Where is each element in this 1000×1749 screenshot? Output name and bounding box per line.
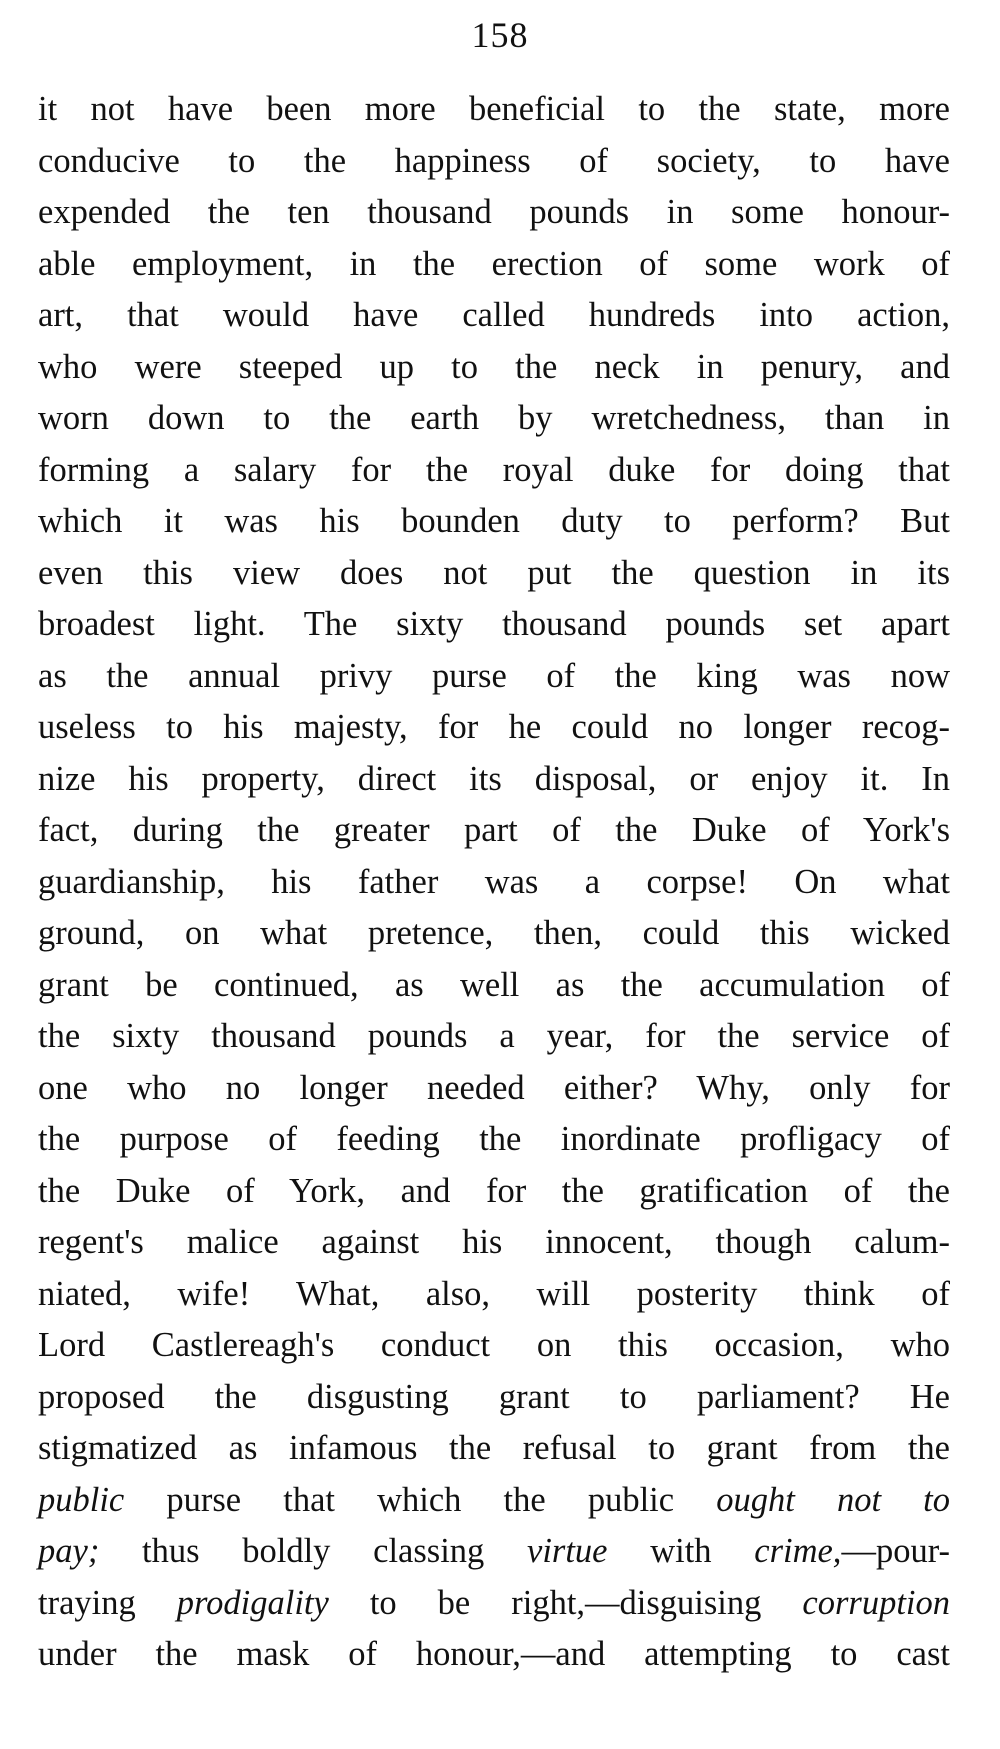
text-line [38, 1320, 950, 1372]
text-run: art, that would have called hundreds into action, [38, 296, 950, 334]
text-run: the Duke of York, and for the gratification of the [38, 1171, 950, 1210]
text-line [38, 599, 950, 651]
text-run: ground, on what pretence, then, could this wicked [38, 914, 950, 952]
text-line [38, 908, 950, 960]
text-line [38, 1372, 950, 1424]
text-line [38, 445, 950, 497]
text-line [38, 239, 950, 291]
text-run: useless to his majesty, for he could no longer recog- [38, 708, 950, 746]
text-run: the sixty thousand pounds a year, for the service of [38, 1017, 950, 1055]
text-run: the purpose of feeding the inordinate profligacy of [38, 1120, 950, 1158]
text-line [38, 960, 950, 1012]
text-line [38, 342, 950, 394]
text-run: thus boldly classing [99, 1532, 527, 1570]
text-line [38, 651, 950, 703]
text-run: niated, wife! What, also, will posterity think of [38, 1274, 950, 1313]
text-line [38, 496, 950, 548]
text-run: nize his property, direct its disposal, or enjoy it. In [38, 759, 950, 798]
text-line [38, 1063, 950, 1115]
text-run: under the mask of honour,—and attempting to cast [38, 1635, 950, 1673]
text-run: which it was his bounden duty to perform? But [38, 502, 950, 540]
text-run: even this view does not put the question in its [38, 553, 950, 592]
text-line [38, 136, 950, 188]
text-line [38, 548, 950, 600]
text-run: regent's malice against his innocent, though calum- [38, 1223, 950, 1261]
text-line [38, 805, 950, 857]
text-line [38, 1166, 950, 1218]
italic-text: public [38, 1480, 125, 1519]
italic-text: virtue [527, 1532, 608, 1570]
text-run: with [607, 1532, 755, 1570]
text-run: able employment, in the erection of some work of [38, 244, 950, 283]
text-run: fact, during the greater part of the Duke of York's [38, 811, 950, 849]
text-run: who were steeped up to the neck in penury, and [38, 347, 950, 386]
text-line [38, 1423, 950, 1475]
text-line [38, 1011, 950, 1063]
text-line [38, 857, 950, 909]
text-run: expended the ten thousand pounds in some honour- [38, 193, 950, 231]
text-run: to be right,—disguising [328, 1583, 803, 1622]
italic-text: corruption [802, 1583, 950, 1622]
text-line [38, 1269, 950, 1321]
text-line [38, 290, 950, 342]
text-run: forming a salary for the royal duke for doing that [38, 450, 950, 489]
body-text [38, 84, 950, 1681]
text-run: proposed the disgusting grant to parliament? He [38, 1377, 950, 1416]
text-run: stigmatized as infamous the refusal to grant from the [38, 1429, 950, 1467]
page-number: 158 [471, 15, 529, 55]
text-line [38, 1114, 950, 1166]
italic-text: crime, [754, 1532, 842, 1570]
text-line [38, 84, 950, 136]
text-line [38, 702, 950, 754]
text-line [38, 754, 950, 806]
text-run: as the annual privy purse of the king was now [38, 656, 950, 695]
text-run: conducive to the happiness of society, to have [38, 141, 950, 180]
text-line [38, 1629, 950, 1681]
text-run: grant be continued, as well as the accumulation of [38, 965, 950, 1004]
text-run: broadest light. The sixty thousand pounds set apart [38, 605, 950, 643]
text-line [38, 1578, 950, 1630]
text-run: —pour- [841, 1532, 950, 1570]
text-run: worn down to the earth by wretchedness, than in [38, 399, 950, 437]
text-run: one who no longer needed either? Why, only for [38, 1068, 950, 1107]
italic-text: pay; [38, 1532, 100, 1570]
text-line [38, 393, 950, 445]
text-run: Lord Castlereagh's conduct on this occasion, who [38, 1326, 950, 1364]
text-line [38, 187, 950, 239]
text-run: traying [38, 1583, 177, 1622]
text-line [38, 1526, 950, 1578]
text-line [38, 1217, 950, 1269]
text-run: it not have been more beneficial to the state, more [38, 90, 950, 128]
italic-text: ought not to [716, 1480, 950, 1519]
text-run: purse that which the public [124, 1480, 717, 1519]
italic-text: prodigality [176, 1583, 329, 1622]
text-run: guardianship, his father was a corpse! On what [38, 862, 950, 901]
text-line [38, 1475, 950, 1527]
